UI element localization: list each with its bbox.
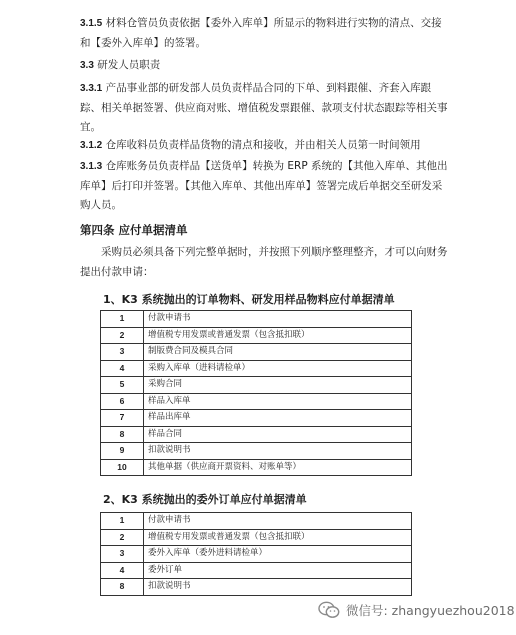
document-item: 样品出库单 — [144, 410, 412, 427]
clause-number: 3.1.5 — [80, 18, 103, 29]
document-item: 委外入库单（委外进料请检单） — [144, 546, 412, 563]
table-row — [101, 344, 412, 361]
row-number: 6 — [101, 393, 144, 410]
clause-text: 材料仓管员负责依据【委外入库单】所显示的物料进行实物的清点、交接和【委外入库单】的签署。 — [80, 17, 442, 49]
document-item: 付款申请书 — [144, 513, 412, 530]
clause-text: 仓库账务员负责样品【送货单】转换为 ERP 系统的【其他入库单、其他出库单】后打印并签署。【其他入库单、其他出库单】签署完成后单据交至研发采购人员。 — [80, 160, 448, 211]
document-item: 增值税专用发票或普通发票（包含抵扣联） — [144, 327, 412, 344]
document-item: 付款申请书 — [144, 311, 412, 328]
table2-outsourcing-docs — [100, 512, 412, 596]
table-row — [101, 393, 412, 410]
table-row — [101, 546, 412, 563]
clause-text: 产品事业部的研发部人员负责样品合同的下单、到料跟催、齐套入库跟踪、相关单据签署、供应商对账、增值税发票跟催、款项支付状态跟踪等相关事宜。 — [80, 82, 448, 133]
document-item: 样品合同 — [144, 426, 412, 443]
table-row — [101, 513, 412, 530]
paragraph-3-3 — [80, 56, 450, 76]
row-number: 5 — [101, 377, 144, 394]
row-number: 2 — [101, 327, 144, 344]
row-number: 8 — [101, 426, 144, 443]
row-number: 10 — [101, 459, 144, 476]
row-number: 7 — [101, 410, 144, 427]
wechat-icon — [318, 601, 340, 619]
table2-title: 2、K3 系统抛出的委外订单应付单据清单 — [103, 493, 307, 506]
table1-body — [101, 311, 412, 476]
row-number: 1 — [101, 513, 144, 530]
paragraph-3-1-3 — [80, 157, 450, 216]
document-item: 委外订单 — [144, 562, 412, 579]
watermark-text: 微信号: zhangyuezhou2018 — [346, 603, 515, 618]
table-row — [101, 426, 412, 443]
table-row — [101, 443, 412, 460]
paragraph-3-1-2 — [80, 136, 450, 156]
table2-body — [101, 513, 412, 596]
section-heading: 第四条 应付单据清单 — [80, 223, 188, 237]
table-row — [101, 410, 412, 427]
table-row — [101, 377, 412, 394]
wechat-watermark — [318, 601, 515, 619]
table-row — [101, 579, 412, 596]
table-row — [101, 459, 412, 476]
document-item: 扣款说明书 — [144, 443, 412, 460]
document-item: 其他单据（供应商开票资料、对账单等） — [144, 459, 412, 476]
row-number: 8 — [101, 579, 144, 596]
paragraph-3-1-5 — [80, 14, 450, 53]
row-number: 4 — [101, 360, 144, 377]
intro-paragraph — [80, 243, 450, 282]
clause-text: 研发人员职责 — [93, 59, 161, 71]
document-item: 样品入库单 — [144, 393, 412, 410]
clause-number: 3.1.2 — [80, 140, 103, 151]
document-item: 制版费合同及模具合同 — [144, 344, 412, 361]
clause-number: 3.3 — [80, 60, 94, 71]
document-item: 扣款说明书 — [144, 579, 412, 596]
row-number: 9 — [101, 443, 144, 460]
row-number: 3 — [101, 546, 144, 563]
table1-title: 1、K3 系统抛出的订单物料、研发用样品物料应付单据清单 — [103, 293, 395, 306]
document-item: 采购入库单（进料请检单） — [144, 360, 412, 377]
table-row — [101, 327, 412, 344]
row-number: 1 — [101, 311, 144, 328]
table-row — [101, 360, 412, 377]
table-row — [101, 562, 412, 579]
clause-number: 3.1.3 — [80, 161, 103, 172]
row-number: 4 — [101, 562, 144, 579]
clause-number: 3.3.1 — [80, 83, 103, 94]
table1-payables-docs — [100, 310, 412, 476]
table-row — [101, 311, 412, 328]
document-item: 增值税专用发票或普通发票（包含抵扣联） — [144, 529, 412, 546]
paragraph-3-3-1 — [80, 79, 450, 138]
clause-text: 仓库收料员负责样品货物的清点和接收，并由相关人员第一时间领用 — [102, 139, 421, 151]
table-row — [101, 529, 412, 546]
row-number: 3 — [101, 344, 144, 361]
intro-text: 采购员必须具备下列完整单据时，并按照下列顺序整理整齐，才可以向财务提出付款申请： — [80, 246, 448, 278]
document-item: 采购合同 — [144, 377, 412, 394]
row-number: 2 — [101, 529, 144, 546]
